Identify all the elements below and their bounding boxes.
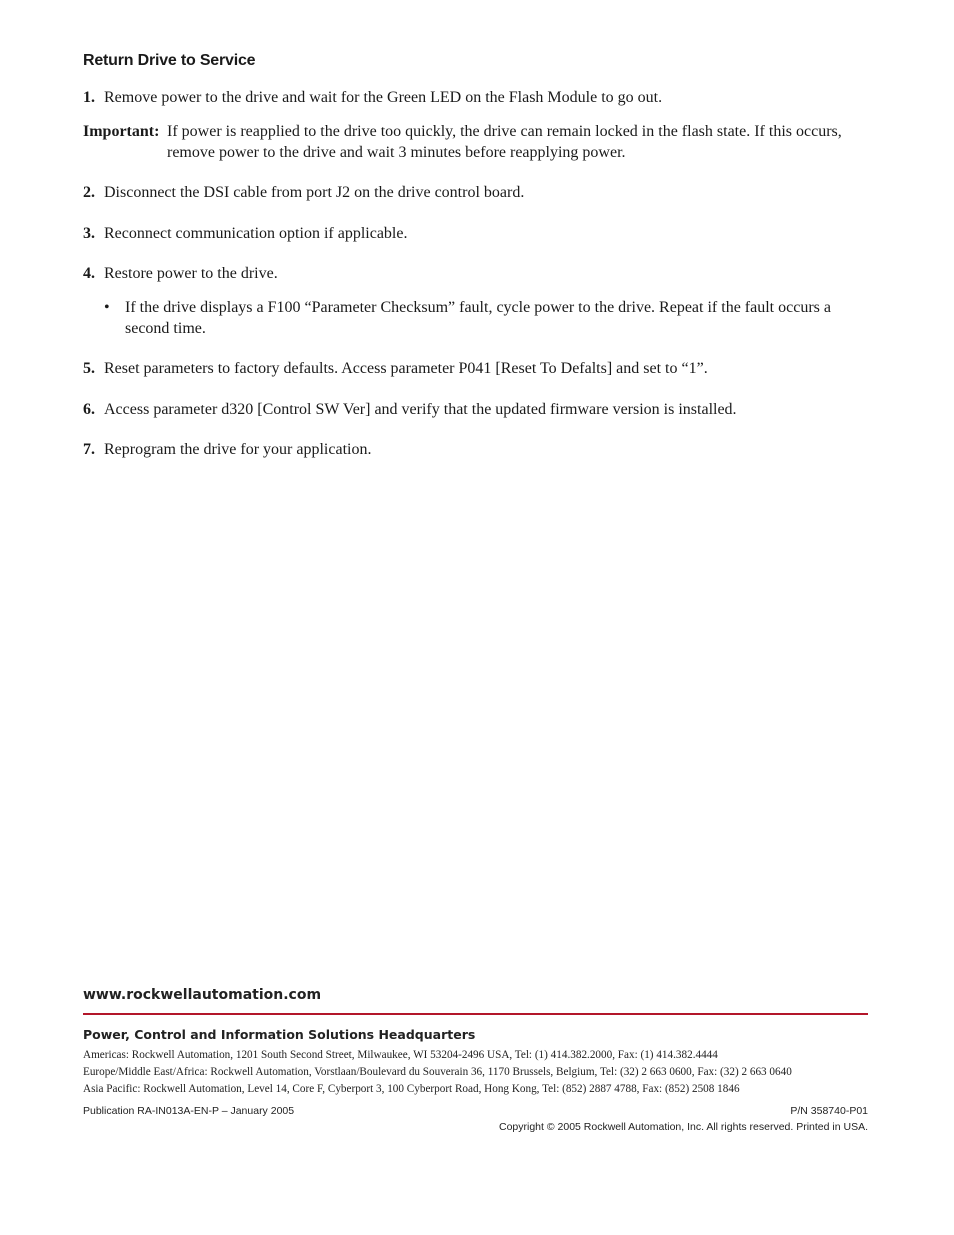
hq-title: Power, Control and Information Solutions Headquarters [83,1027,476,1042]
step-text: Access parameter d320 [Control SW Ver] and verify that the updated firmware version is installed. [104,401,737,418]
step-6 [83,400,873,420]
important-text: If power is reapplied to the drive too quickly, the drive can remain locked in the flash state. If this occurs, remove power to the drive and wait 3 minutes before reapplying power. [167,123,842,161]
step-number: 6. [83,401,95,418]
step-5 [83,359,873,379]
bullet-item [104,297,874,339]
step-7 [83,440,873,460]
step-text: Disconnect the DSI cable from port J2 on the drive control board. [104,184,525,201]
step-number: 5. [83,360,95,377]
address-americas: Americas: Rockwell Automation, 1201 South Second Street, Milwaukee, WI 53204-2496 USA, Tel: (1) 414.382.2000, Fax: (1) 414.382.4444 [83,1049,718,1061]
step-number: 3. [83,225,95,242]
step-number: 7. [83,441,95,458]
bullet-text: If the drive displays a F100 “Parameter Checksum” fault, cycle power to the drive. Repeat if the fault occurs a second time. [125,299,831,337]
part-number: P/N 358740-P01 [790,1105,868,1117]
step-3 [83,224,873,244]
step-text: Reset parameters to factory defaults. Access parameter P041 [Reset To Defalts] and set to “1”. [104,360,708,377]
step-4 [83,264,873,284]
step-2 [83,183,873,203]
publication-number: Publication RA-IN013A-EN-P – January 2005 [83,1105,295,1117]
important-note [83,121,873,163]
step-text: Remove power to the drive and wait for the Green LED on the Flash Module to go out. [104,89,663,106]
bullet-icon: • [104,299,110,316]
website-url: www.rockwellautomation.com [83,987,322,1003]
step-1 [83,88,873,108]
address-emea: Europe/Middle East/Africa: Rockwell Automation, Vorstlaan/Boulevard du Souverain 36, 1170 Brussels, Belgium, Tel: (32) 2 663 0600, Fax: (32) 2 663 0640 [83,1066,792,1078]
step-number: 1. [83,89,95,106]
footer-divider [83,1013,868,1015]
step-number: 2. [83,184,95,201]
step-text: Reconnect communication option if applicable. [104,225,408,242]
section-heading: Return Drive to Service [83,52,256,69]
copyright: Copyright © 2005 Rockwell Automation, Inc. All rights reserved. Printed in USA. [499,1121,868,1133]
step-text: Reprogram the drive for your application. [104,441,372,458]
step-text: Restore power to the drive. [104,265,278,282]
important-label: Important: [83,123,160,140]
step-number: 4. [83,265,95,282]
address-asia-pacific: Asia Pacific: Rockwell Automation, Level 14, Core F, Cyberport 3, 100 Cyberport Road, Hong Kong, Tel: (852) 2887 4788, Fax: (852) 2508 1846 [83,1083,740,1095]
